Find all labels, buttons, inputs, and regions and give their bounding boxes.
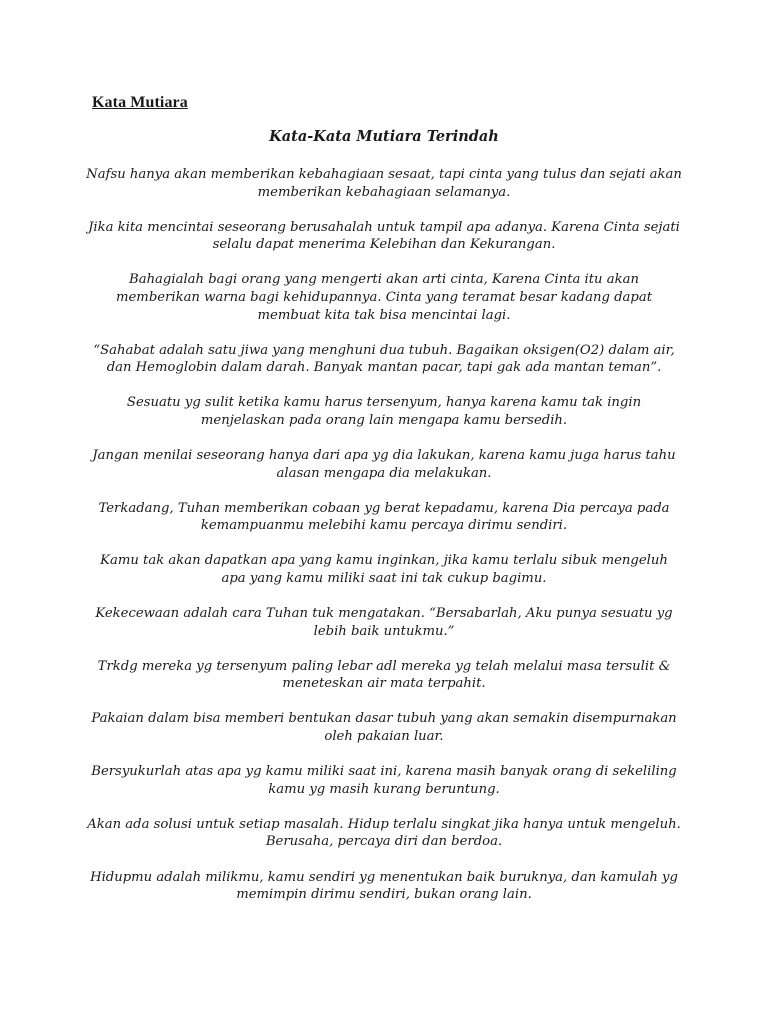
document-title: Kata-Kata Mutiara Terindah [269, 128, 499, 145]
quote-item: Kekecewaan adalah cara Tuhan tuk mengatakan. “Bersabarlah, Aku punya sesuatu yg lebih baik untukmu.” [95, 606, 673, 639]
quote-item: Sesuatu yg sulit ketika kamu harus tersenyum, hanya karena kamu tak ingin menjelaskan pada orang lain mengapa kamu bersedih. [126, 395, 642, 428]
quote-item: Jangan menilai seseorang hanya dari apa yg dia lakukan, karena kamu juga harus tahu alasan mengapa dia melakukan. [92, 448, 676, 481]
quote-item: Hidupmu adalah milikmu, kamu sendiri yg menentukan baik buruknya, dan kamulah yg memimpin dirimu sendiri, bukan orang lain. [90, 869, 678, 903]
quote-item: Kamu tak akan dapatkan apa yang kamu inginkan, jika kamu terlalu sibuk mengeluh apa yang kamu miliki saat ini tak cukup bagimu. [100, 553, 668, 586]
quote-item: Trkdg mereka yg tersenyum paling lebar adl mereka yg telah melalui masa tersulit & meneteskan air mata terpahit. [97, 658, 671, 692]
quote-item: Terkadang, Tuhan memberikan cobaan yg berat kepadamu, karena Dia percaya pada kemampuanmu melebihi kamu percaya dirimu sendiri. [98, 500, 670, 534]
quote-item: Bahagialah bagi orang yang mengerti akan arti cinta, Karena Cinta itu akan memberikan warna bagi kehidupannya. Cinta yang teramat besar kadang dapat membuat kita tak bisa mencintai lagi. [116, 272, 652, 323]
quote-item: Bersyukurlah atas apa yg kamu miliki saat ini, karena masih banyak orang di sekeliling kamu yg masih kurang beruntung. [91, 764, 677, 797]
quote-item: Jika kita mencintai seseorang berusahalah untuk tampil apa adanya. Karena Cinta sejati selalu dapat menerima Kelebihan dan Kekurangan. [88, 219, 680, 253]
quote-item: “Sahabat adalah satu jiwa yang menghuni dua tubuh. Bagaikan oksigen(O2) dalam air, dan Hemoglobin dalam darah. Banyak mantan pacar, tapi gak ada mantan teman”. [93, 342, 675, 376]
quote-item: Akan ada solusi untuk setiap masalah. Hidup terlalu singkat jika hanya untuk mengeluh. Berusaha, percaya diri dan berdoa. [87, 816, 681, 850]
quote-list [86, 166, 682, 921]
quote-item: Pakaian dalam bisa memberi bentukan dasar tubuh yang akan semakin disempurnakan oleh pakaian luar. [91, 711, 677, 745]
document-heading: Kata Mutiara [92, 94, 188, 111]
quote-item: Nafsu hanya akan memberikan kebahagiaan sesaat, tapi cinta yang tulus dan sejati akan memberikan kebahagiaan selamanya. [86, 167, 682, 200]
